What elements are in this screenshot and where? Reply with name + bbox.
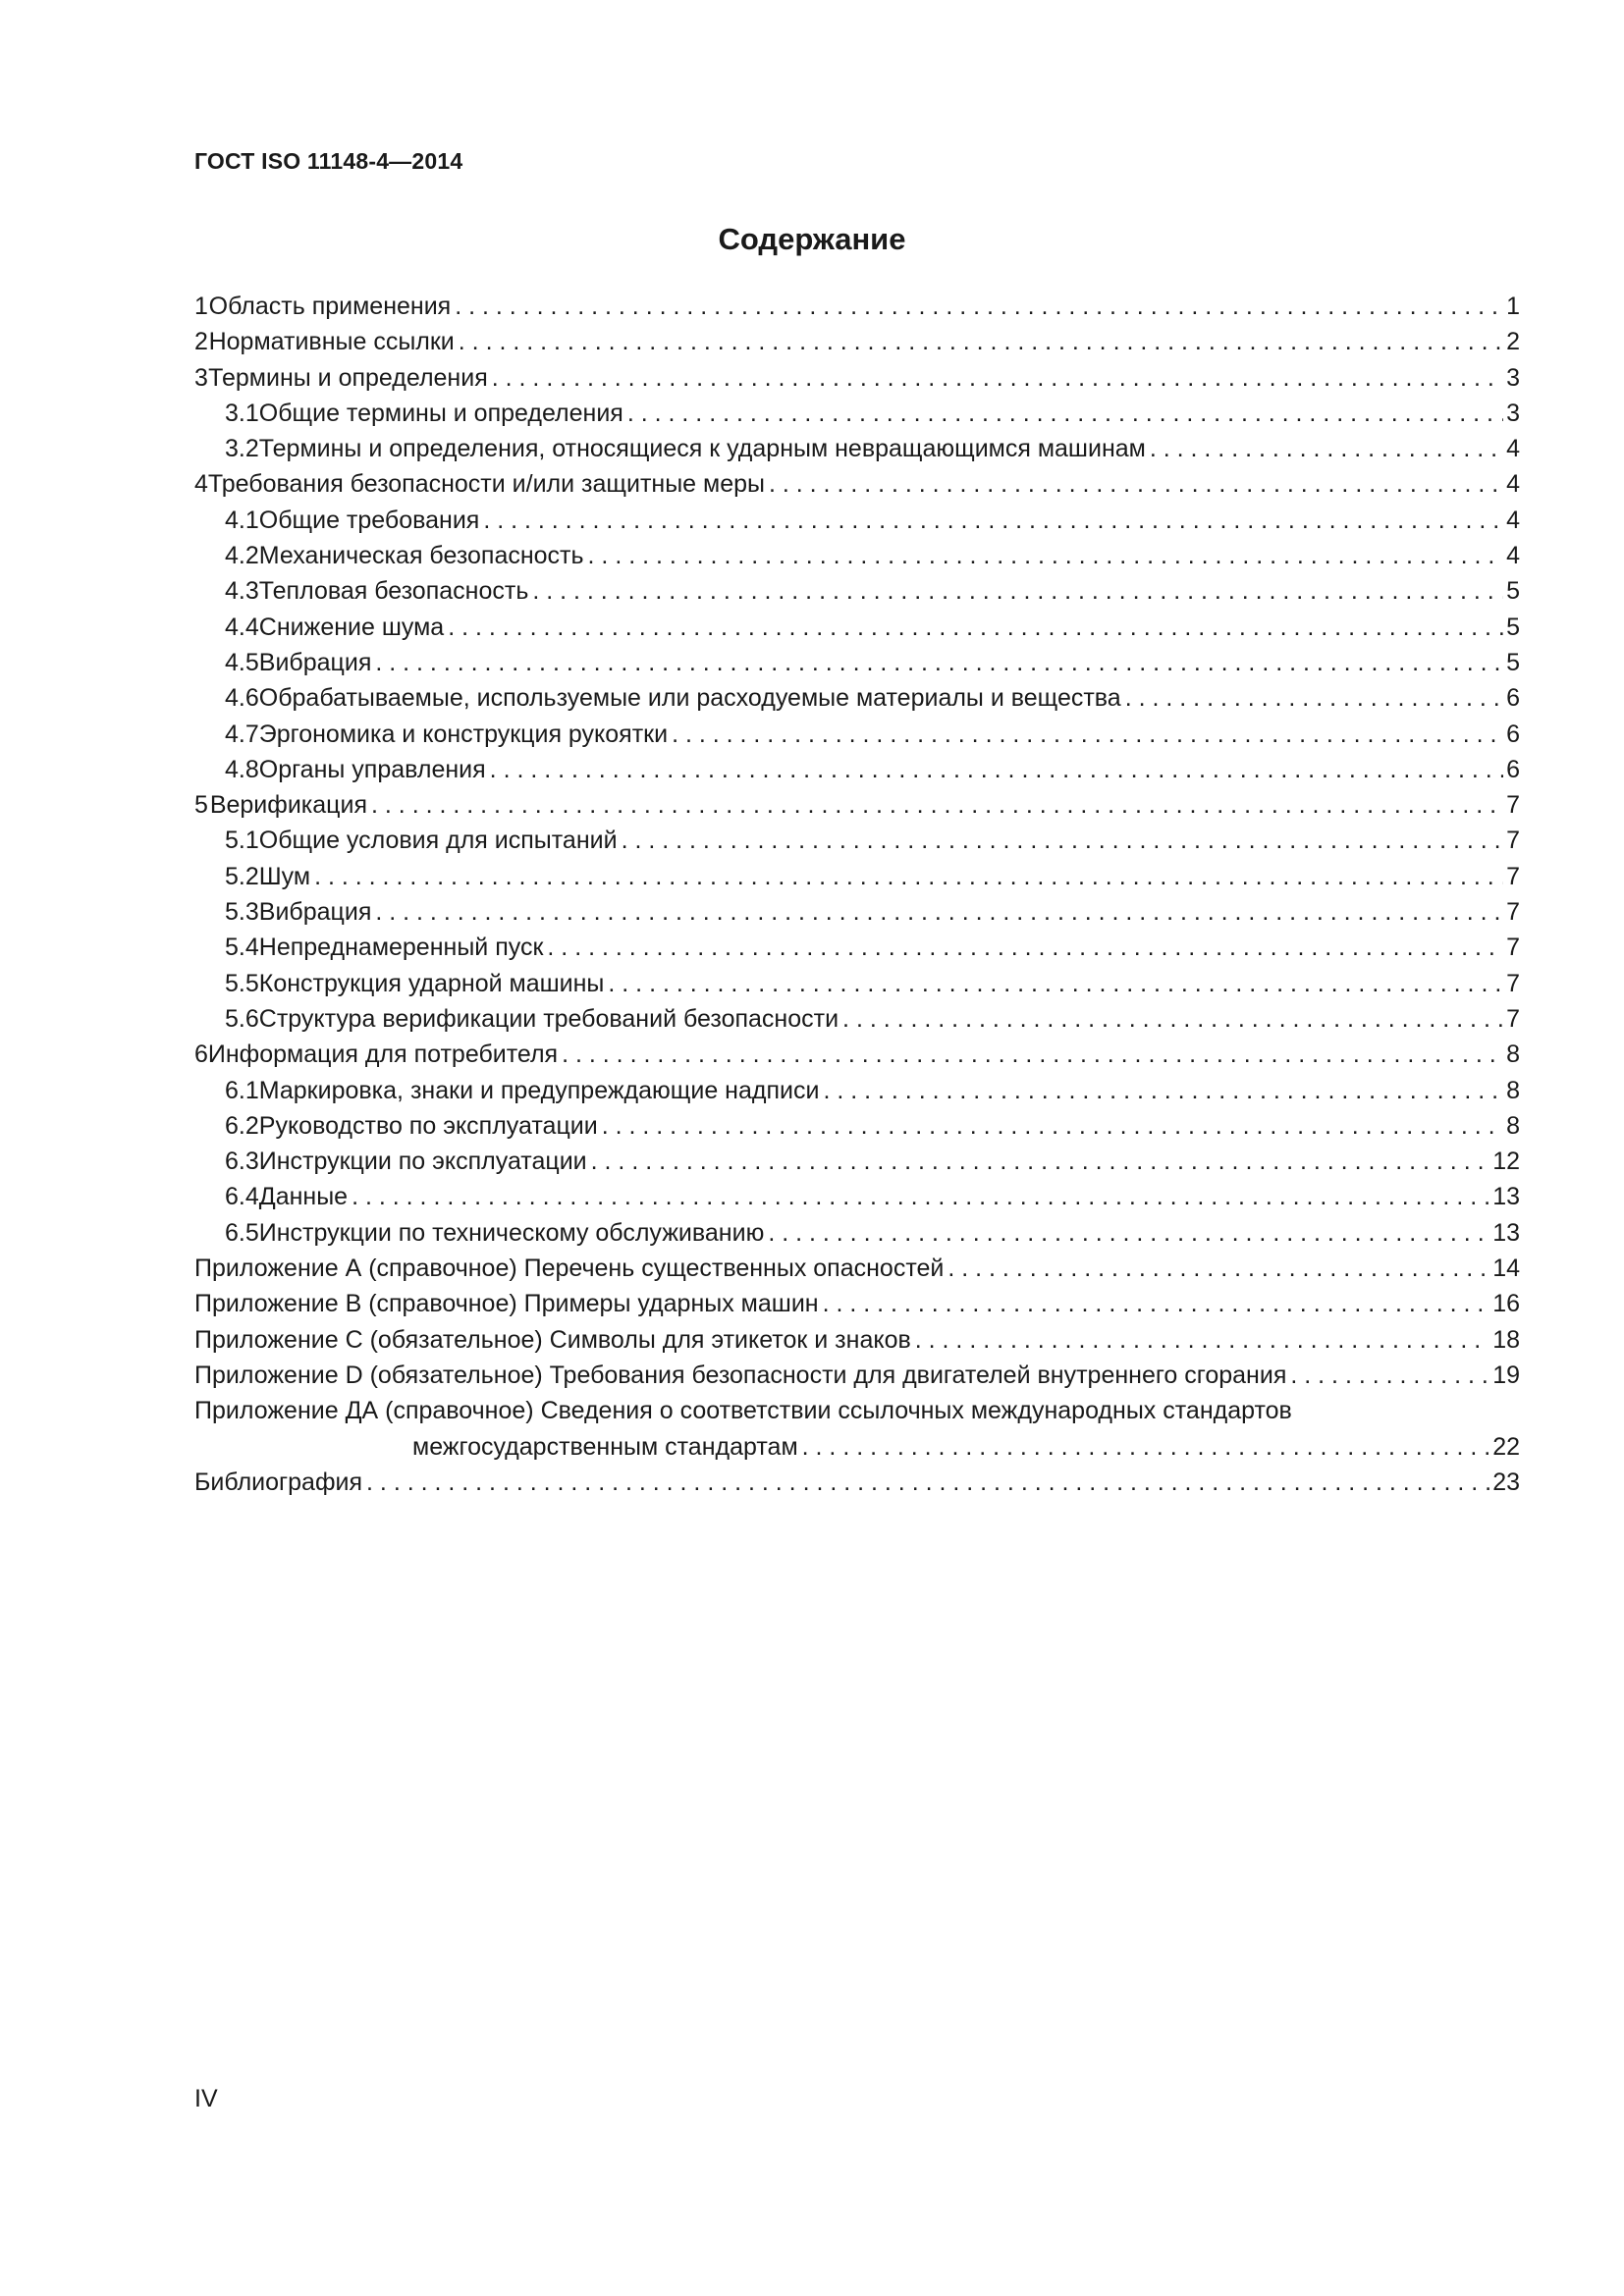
toc-entry — [194, 787, 1520, 823]
dot-leader — [375, 645, 1503, 680]
dot-leader — [492, 360, 1503, 396]
toc-entry-label: Термины и определения, относящиеся к ударным невращающимся машинам — [258, 435, 1146, 463]
toc-entry-page: 16 — [1492, 1290, 1520, 1318]
toc-entry-number: 5.2 — [225, 862, 259, 890]
toc-entry — [194, 503, 1520, 538]
toc-entry — [194, 1251, 1520, 1286]
toc-entry-number: 5.5 — [225, 969, 259, 997]
toc-entry-page: 2 — [1506, 328, 1520, 356]
toc-entry-label: Эргономика и конструкция рукоятки — [258, 720, 669, 748]
toc-entry-label: Верификация — [209, 791, 368, 820]
dot-leader — [823, 1286, 1490, 1321]
dot-leader — [768, 1215, 1489, 1251]
toc-entry-number: 5.4 — [225, 934, 259, 962]
toc-entry-label: Механическая безопасность — [258, 542, 584, 570]
dot-leader — [562, 1037, 1503, 1072]
toc-entry-number: 4.1 — [225, 506, 259, 534]
dot-leader — [352, 1179, 1489, 1214]
toc-entry-label: Общие условия для испытаний — [258, 827, 618, 855]
toc-entry-number: 4.5 — [225, 648, 259, 676]
toc-entry-number: 1 — [194, 293, 208, 320]
toc-entry-number: 6.1 — [225, 1076, 259, 1104]
toc-entry-label: Шум — [258, 862, 311, 890]
dot-leader — [588, 538, 1504, 573]
dot-leader — [455, 289, 1503, 324]
toc-entry-page: 7 — [1506, 934, 1520, 962]
toc-entry-page: 12 — [1492, 1148, 1520, 1176]
toc-entry-label: Библиография — [194, 1468, 363, 1496]
toc-entry — [194, 396, 1520, 431]
page-title: Содержание — [718, 222, 906, 256]
toc-entry-label: Снижение шума — [258, 613, 445, 641]
toc-entry-label: Термины и определения — [208, 363, 488, 392]
dot-leader — [314, 859, 1503, 894]
toc-entry-label: Инструкции по эксплуатации — [258, 1148, 587, 1176]
toc-entry-page: 4 — [1506, 470, 1520, 499]
toc-entry-page: 6 — [1506, 720, 1520, 748]
toc-entry-page: 7 — [1506, 827, 1520, 855]
toc-entry-page: 8 — [1506, 1076, 1520, 1104]
toc-entry-page: 4 — [1506, 506, 1520, 534]
dot-leader — [483, 503, 1503, 538]
toc-entry-page: 8 — [1506, 1111, 1520, 1140]
toc-entry-number: 6.3 — [225, 1148, 259, 1176]
dot-leader — [947, 1251, 1489, 1286]
toc-entry — [194, 1358, 1520, 1393]
toc-entry-number: 2 — [194, 328, 208, 356]
toc-entry-label: Органы управления — [258, 755, 486, 783]
dot-leader — [371, 787, 1503, 823]
dot-leader — [1290, 1358, 1489, 1393]
toc-entry-number: 4.3 — [225, 577, 259, 606]
toc-entry-label: межгосударственным стандартам — [412, 1432, 798, 1461]
toc-entry — [194, 1037, 1520, 1072]
dot-leader — [375, 894, 1503, 930]
toc-entry-label: Требования безопасности и/или защитные меры — [207, 470, 765, 499]
toc-entry-page: 23 — [1492, 1468, 1520, 1496]
toc-entry-label: Маркировка, знаки и предупреждающие надписи — [258, 1076, 820, 1104]
table-of-contents — [194, 289, 1520, 1500]
toc-entry-page: 7 — [1506, 969, 1520, 997]
toc-entry-number: 6.5 — [225, 1218, 259, 1247]
toc-entry — [194, 1001, 1520, 1037]
dot-leader — [842, 1001, 1503, 1037]
toc-entry — [194, 1393, 1520, 1428]
toc-entry — [194, 1465, 1520, 1500]
toc-entry-page: 18 — [1492, 1325, 1520, 1354]
dot-leader — [1125, 680, 1503, 716]
toc-entry-number: 4.2 — [225, 542, 259, 570]
toc-entry — [194, 289, 1520, 324]
toc-entry — [194, 680, 1520, 716]
toc-entry-number: 5.3 — [225, 898, 259, 927]
toc-entry-page: 22 — [1492, 1432, 1520, 1461]
dot-leader — [448, 610, 1503, 645]
toc-entry-number: 5.6 — [225, 1004, 259, 1033]
toc-entry-label: Нормативные ссылки — [208, 328, 455, 356]
toc-entry-label: Приложение В (справочное) Примеры ударных машин — [194, 1290, 819, 1318]
toc-entry — [194, 717, 1520, 752]
toc-entry — [194, 1215, 1520, 1251]
toc-entry-page: 1 — [1506, 293, 1520, 320]
toc-entry-label: Вибрация — [258, 648, 372, 676]
toc-entry-page: 19 — [1492, 1361, 1520, 1389]
toc-entry-label: Общие требования — [258, 506, 480, 534]
toc-entry-label: Данные — [258, 1183, 349, 1211]
toc-entry-number: 4 — [194, 470, 208, 499]
toc-entry — [194, 466, 1520, 502]
toc-entry-label: Руководство по эксплуатации — [258, 1111, 598, 1140]
toc-entry-label: Конструкция ударной машины — [258, 969, 605, 997]
dot-leader — [490, 752, 1503, 787]
page-number: IV — [194, 2085, 218, 2112]
toc-entry-label: Вибрация — [258, 898, 372, 927]
toc-entry-page: 4 — [1506, 435, 1520, 463]
toc-entry-page: 4 — [1506, 542, 1520, 570]
toc-entry-number: 4.7 — [225, 720, 259, 748]
dot-leader — [915, 1322, 1489, 1358]
toc-entry-number: 6 — [194, 1041, 208, 1069]
toc-entry-number: 6.2 — [225, 1111, 259, 1140]
toc-entry — [194, 966, 1520, 1001]
toc-entry — [194, 1179, 1520, 1214]
dot-leader — [1150, 431, 1503, 466]
toc-entry-page: 6 — [1506, 755, 1520, 783]
toc-entry-number: 5.1 — [225, 827, 259, 855]
dot-leader — [459, 324, 1503, 359]
dot-leader — [547, 930, 1503, 965]
toc-entry-page: 6 — [1506, 684, 1520, 713]
dot-leader — [608, 966, 1503, 1001]
toc-entry — [194, 324, 1520, 359]
dot-leader — [802, 1429, 1490, 1465]
toc-entry — [194, 1429, 1520, 1465]
toc-entry-page: 3 — [1506, 399, 1520, 427]
toc-entry-page: 13 — [1492, 1183, 1520, 1211]
toc-entry-page: 7 — [1506, 791, 1520, 820]
toc-entry-page: 5 — [1506, 648, 1520, 676]
toc-entry — [194, 645, 1520, 680]
toc-entry-number: 3.2 — [225, 435, 259, 463]
toc-entry — [194, 752, 1520, 787]
toc-entry-number: 3 — [194, 363, 208, 392]
toc-entry-page: 5 — [1506, 613, 1520, 641]
toc-entry-page: 7 — [1506, 1004, 1520, 1033]
toc-entry-number: 5 — [194, 791, 208, 820]
dot-leader — [591, 1144, 1490, 1179]
toc-entry-label: Структура верификации требований безопасности — [258, 1004, 839, 1033]
dot-leader — [366, 1465, 1489, 1500]
toc-entry — [194, 431, 1520, 466]
toc-entry-page: 13 — [1492, 1218, 1520, 1247]
toc-entry-label: Инструкции по техническому обслуживанию — [258, 1218, 765, 1247]
toc-entry — [194, 360, 1520, 396]
dot-leader — [532, 573, 1503, 609]
toc-entry-page: 7 — [1506, 862, 1520, 890]
dot-leader — [622, 823, 1504, 858]
toc-entry-label: Общие термины и определения — [258, 399, 623, 427]
document-header: ГОСТ ISO 11148-4—2014 — [194, 148, 463, 174]
toc-entry-number: 4.8 — [225, 755, 259, 783]
toc-entry — [194, 573, 1520, 609]
toc-entry-page: 8 — [1506, 1041, 1520, 1069]
toc-entry-page: 14 — [1492, 1255, 1520, 1283]
toc-entry — [194, 894, 1520, 930]
dot-leader — [602, 1108, 1503, 1144]
toc-entry-label: Приложение А (справочное) Перечень существенных опасностей — [194, 1255, 945, 1283]
toc-entry — [194, 1322, 1520, 1358]
toc-entry-page: 5 — [1506, 577, 1520, 606]
toc-entry-label: Приложение ДА (справочное) Сведения о соответствии ссылочных международных стандартов — [194, 1397, 1292, 1425]
toc-entry-number: 4.4 — [225, 613, 259, 641]
toc-entry-label: Тепловая безопасность — [258, 577, 529, 606]
toc-entry-page: 7 — [1506, 898, 1520, 927]
toc-entry — [194, 610, 1520, 645]
toc-entry-number: 6.4 — [225, 1183, 259, 1211]
dot-leader — [672, 717, 1503, 752]
toc-entry-label: Область применения — [208, 293, 452, 320]
toc-entry-number: 3.1 — [225, 399, 259, 427]
dot-leader — [627, 396, 1503, 431]
toc-entry — [194, 823, 1520, 858]
toc-entry-number: 4.6 — [225, 684, 259, 713]
toc-entry — [194, 859, 1520, 894]
toc-entry-label: Информация для потребителя — [207, 1041, 559, 1069]
toc-entry — [194, 1073, 1520, 1108]
toc-entry-label: Приложение С (обязательное) Символы для этикеток и знаков — [194, 1325, 911, 1354]
dot-leader — [769, 466, 1503, 502]
toc-entry-label: Приложение D (обязательное) Требования безопасности для двигателей внутреннего сгорания — [194, 1361, 1287, 1389]
toc-entry — [194, 1108, 1520, 1144]
dot-leader — [823, 1073, 1503, 1108]
toc-entry — [194, 538, 1520, 573]
toc-entry-label: Непреднамеренный пуск — [258, 934, 544, 962]
toc-entry — [194, 1286, 1520, 1321]
toc-entry-page: 3 — [1506, 363, 1520, 392]
toc-entry — [194, 1144, 1520, 1179]
toc-entry — [194, 930, 1520, 965]
toc-entry-label: Обрабатываемые, используемые или расходуемые материалы и вещества — [258, 684, 1121, 713]
